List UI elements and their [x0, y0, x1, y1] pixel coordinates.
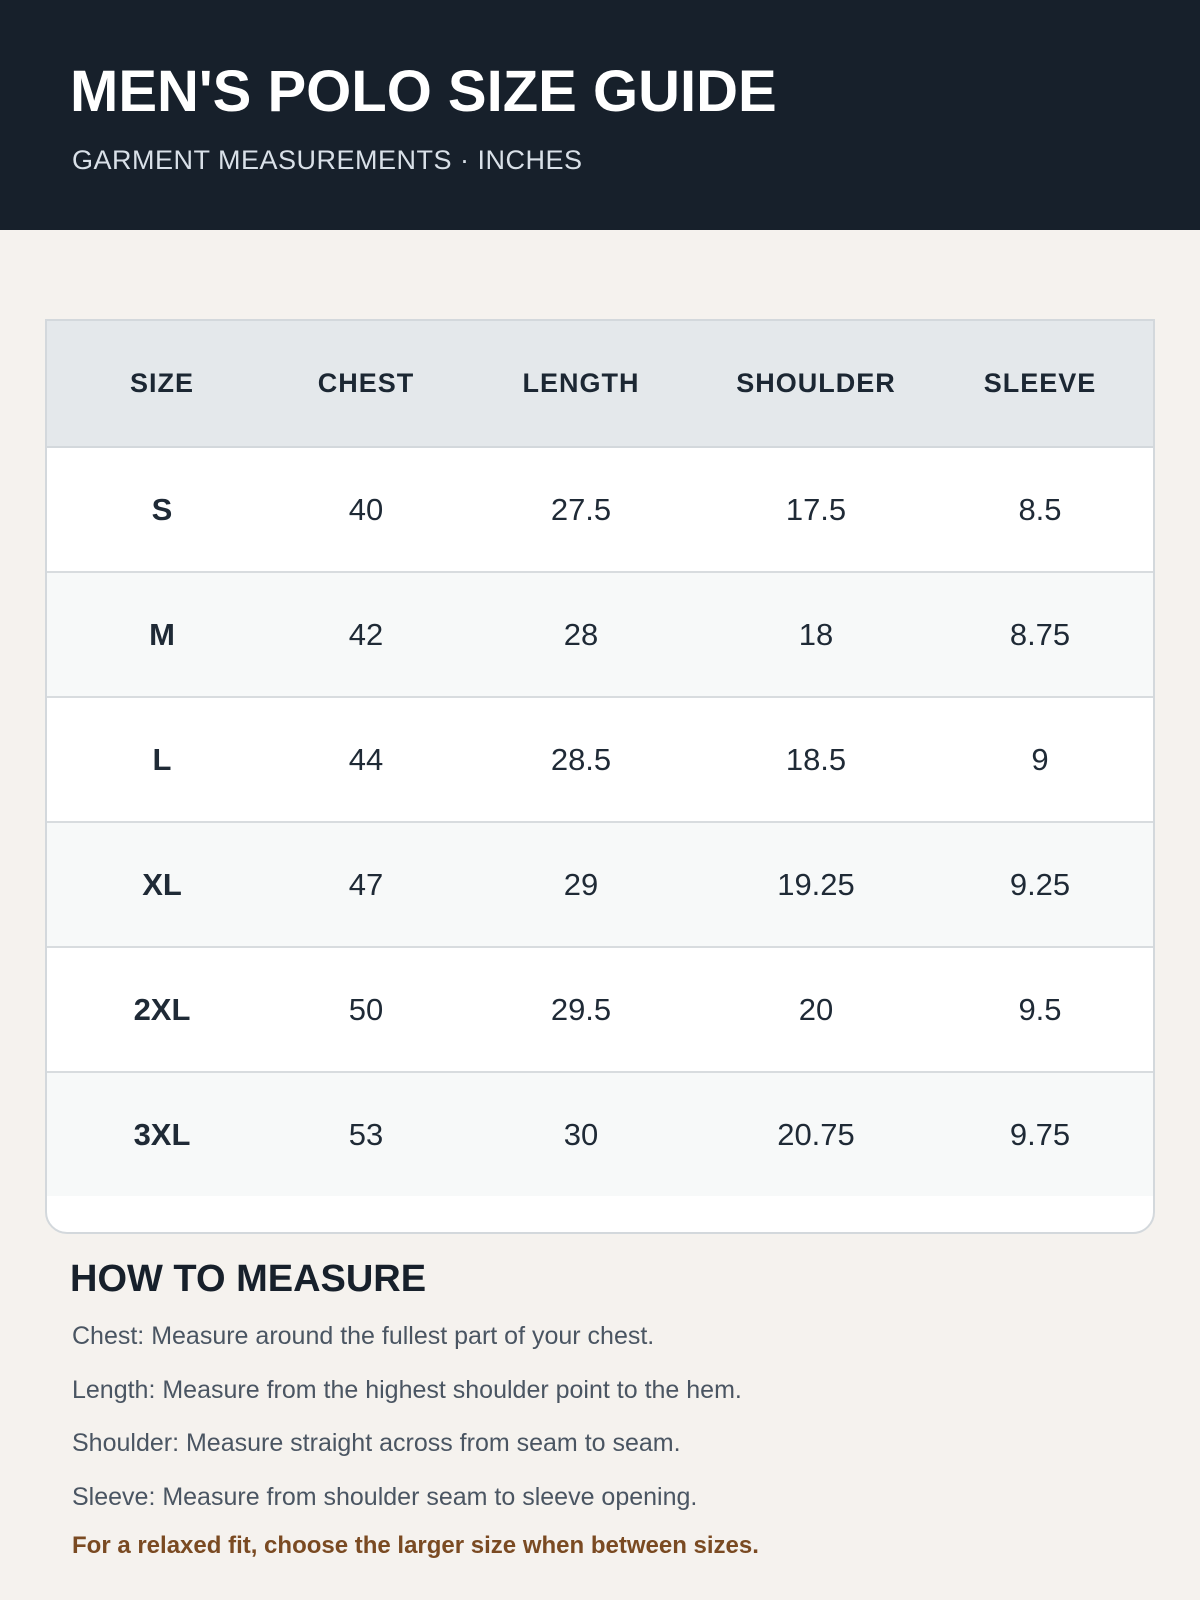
- column-header-chest: CHEST: [277, 321, 455, 447]
- sleeve-cell: 8.75: [925, 572, 1155, 697]
- chest-cell: 40: [277, 447, 455, 572]
- sleeve-cell: 9.25: [925, 822, 1155, 947]
- size-cell: XL: [47, 822, 277, 947]
- table-row: [47, 822, 1155, 947]
- shoulder-cell: 20: [707, 947, 925, 1072]
- chest-cell: 50: [277, 947, 455, 1072]
- size-table-card: [45, 319, 1155, 1234]
- chest-cell: 53: [277, 1072, 455, 1196]
- length-cell: 27.5: [455, 447, 707, 572]
- size-cell: 3XL: [47, 1072, 277, 1196]
- page-header: [0, 0, 1200, 230]
- table-row: [47, 572, 1155, 697]
- length-cell: 29: [455, 822, 707, 947]
- how-to-measure-section: [70, 1258, 1130, 1585]
- shoulder-cell: 18: [707, 572, 925, 697]
- column-header-length: LENGTH: [455, 321, 707, 447]
- column-header-sleeve: SLEEVE: [925, 321, 1155, 447]
- page-subtitle: GARMENT MEASUREMENTS · INCHES: [72, 145, 583, 175]
- measure-instruction-shoulder: Shoulder: Measure straight across from seam to seam.: [72, 1429, 681, 1457]
- column-header-shoulder: SHOULDER: [707, 321, 925, 447]
- table-row: [47, 697, 1155, 822]
- length-cell: 30: [455, 1072, 707, 1196]
- size-table: [47, 321, 1155, 1196]
- size-cell: L: [47, 697, 277, 822]
- size-table-body: [47, 447, 1155, 1196]
- shoulder-cell: 17.5: [707, 447, 925, 572]
- sleeve-cell: 9: [925, 697, 1155, 822]
- column-header-size: SIZE: [47, 321, 277, 447]
- header-row: [47, 321, 1155, 447]
- table-row: [47, 447, 1155, 572]
- length-cell: 28.5: [455, 697, 707, 822]
- page-title: MEN'S POLO SIZE GUIDE: [70, 59, 777, 124]
- shoulder-cell: 18.5: [707, 697, 925, 822]
- how-to-measure-heading: HOW TO MEASURE: [70, 1258, 427, 1300]
- measure-instruction-length: Length: Measure from the highest shoulder point to the hem.: [72, 1375, 742, 1404]
- fit-note: For a relaxed fit, choose the larger size when between sizes.: [72, 1532, 759, 1559]
- sleeve-cell: 9.5: [925, 947, 1155, 1072]
- table-row: [47, 947, 1155, 1072]
- measure-instruction-sleeve: Sleeve: Measure from shoulder seam to sleeve opening.: [72, 1482, 698, 1511]
- shoulder-cell: 20.75: [707, 1072, 925, 1196]
- size-cell: M: [47, 572, 277, 697]
- table-row: [47, 1072, 1155, 1196]
- size-cell: 2XL: [47, 947, 277, 1072]
- chest-cell: 44: [277, 697, 455, 822]
- length-cell: 29.5: [455, 947, 707, 1072]
- chest-cell: 42: [277, 572, 455, 697]
- length-cell: 28: [455, 572, 707, 697]
- chest-cell: 47: [277, 822, 455, 947]
- size-cell: S: [47, 447, 277, 572]
- sleeve-cell: 8.5: [925, 447, 1155, 572]
- sleeve-cell: 9.75: [925, 1072, 1155, 1196]
- measure-instruction-chest: Chest: Measure around the fullest part of your chest.: [72, 1322, 655, 1350]
- shoulder-cell: 19.25: [707, 822, 925, 947]
- size-table-header: [47, 321, 1155, 447]
